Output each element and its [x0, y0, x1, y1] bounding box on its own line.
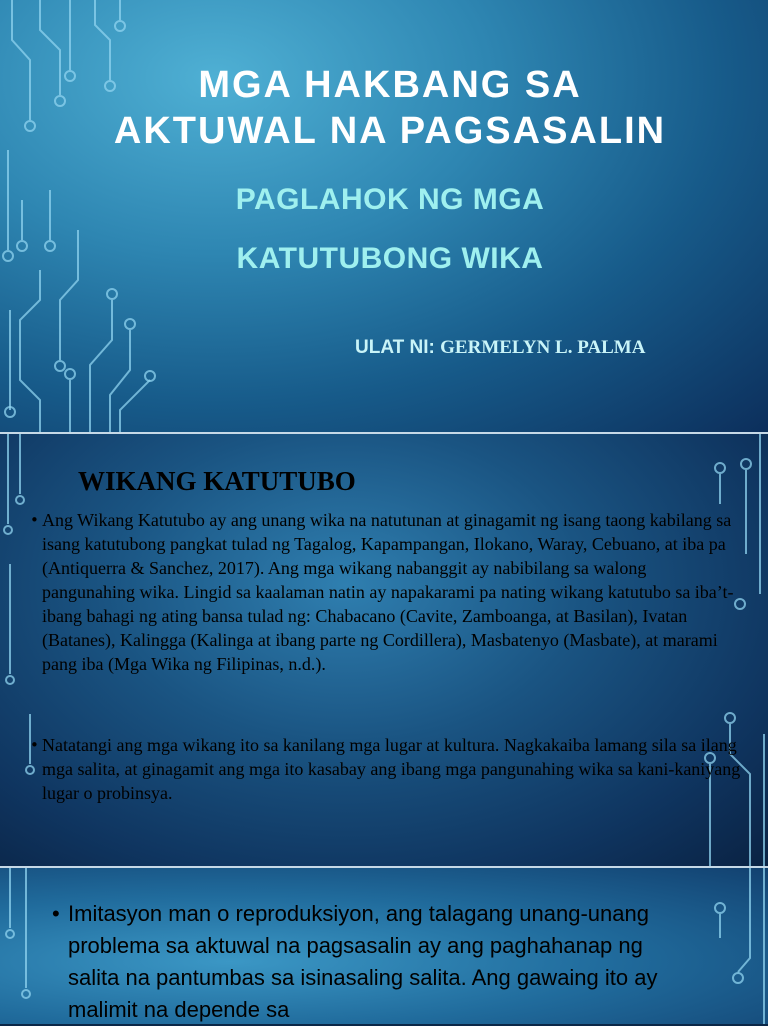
- slide-title-heading: [40, 62, 740, 154]
- circuit-board-decoration-icon: [0, 868, 40, 1024]
- section-heading: WIKANG KATUTUBO: [78, 466, 356, 496]
- slide-title: [0, 0, 768, 432]
- list-item: [52, 898, 688, 1026]
- list-item: [30, 508, 742, 676]
- bullet-text: Imitasyon man o reproduksiyon, ang talagang unang-unang problema sa aktuwal na pagsasalin ay ang paghahanap ng salita na pantumbas sa isinasaling salita. Ang gawaing ito ay malimit na depende sa: [68, 901, 658, 1022]
- subtitle-line-2: KATUTUBONG WIKA: [236, 242, 544, 275]
- circuit-board-decoration-icon: [700, 868, 768, 1024]
- title-line-2: AKTUWAL NA PAGSASALIN: [113, 110, 667, 152]
- byline: [355, 337, 645, 359]
- bullet-dot-icon: •: [52, 901, 60, 926]
- bullet-dot-icon: •: [30, 511, 39, 529]
- bullet-dot-icon: •: [30, 736, 39, 754]
- title-line-1: MGA HAKBANG SA: [198, 64, 582, 106]
- bullet-text: Natatangi ang mga wikang ito sa kanilang mga lugar at kultura. Nagkakaiba lamang sila sa ilang mga salita, at ginagamit ang mga ito kasabay ang ibang mga pangunahing wika sa kani-kaniyang lugar o probinsya.: [42, 735, 741, 803]
- list-item: [30, 733, 742, 805]
- byline-label: ULAT NI:: [355, 337, 435, 358]
- subtitle-line-1: PAGLAHOK NG MGA: [235, 183, 545, 216]
- byline-name: GERMELYN L. PALMA: [440, 337, 646, 358]
- bullet-text: Ang Wikang Katutubo ay ang unang wika na natutunan at ginagamit ng isang taong kabilang sa isang katutubong pangkat tulad ng Tagalog, Kapampangan, Ilokano, Waray, Cebuano, at iba pa (Antiquerra & Sanchez, 2017). Ang mga wikang nabanggit ay nabibilang sa walong pangunahing wika. Lingid sa kaalaman natin ay napakarami pa nating wikang katutubo sa iba’t-ibang bahagi ng ating bansa tulad ng: Chabacano (Cavite, Zamboanga, at Basilan), Ivatan (Batanes), Kalingga (Kalinga at ibang parte ng Cordillera), Masbatenyo (Masbate), at marami pang iba (Mga Wika ng Filipinas, n.d.).: [42, 510, 734, 674]
